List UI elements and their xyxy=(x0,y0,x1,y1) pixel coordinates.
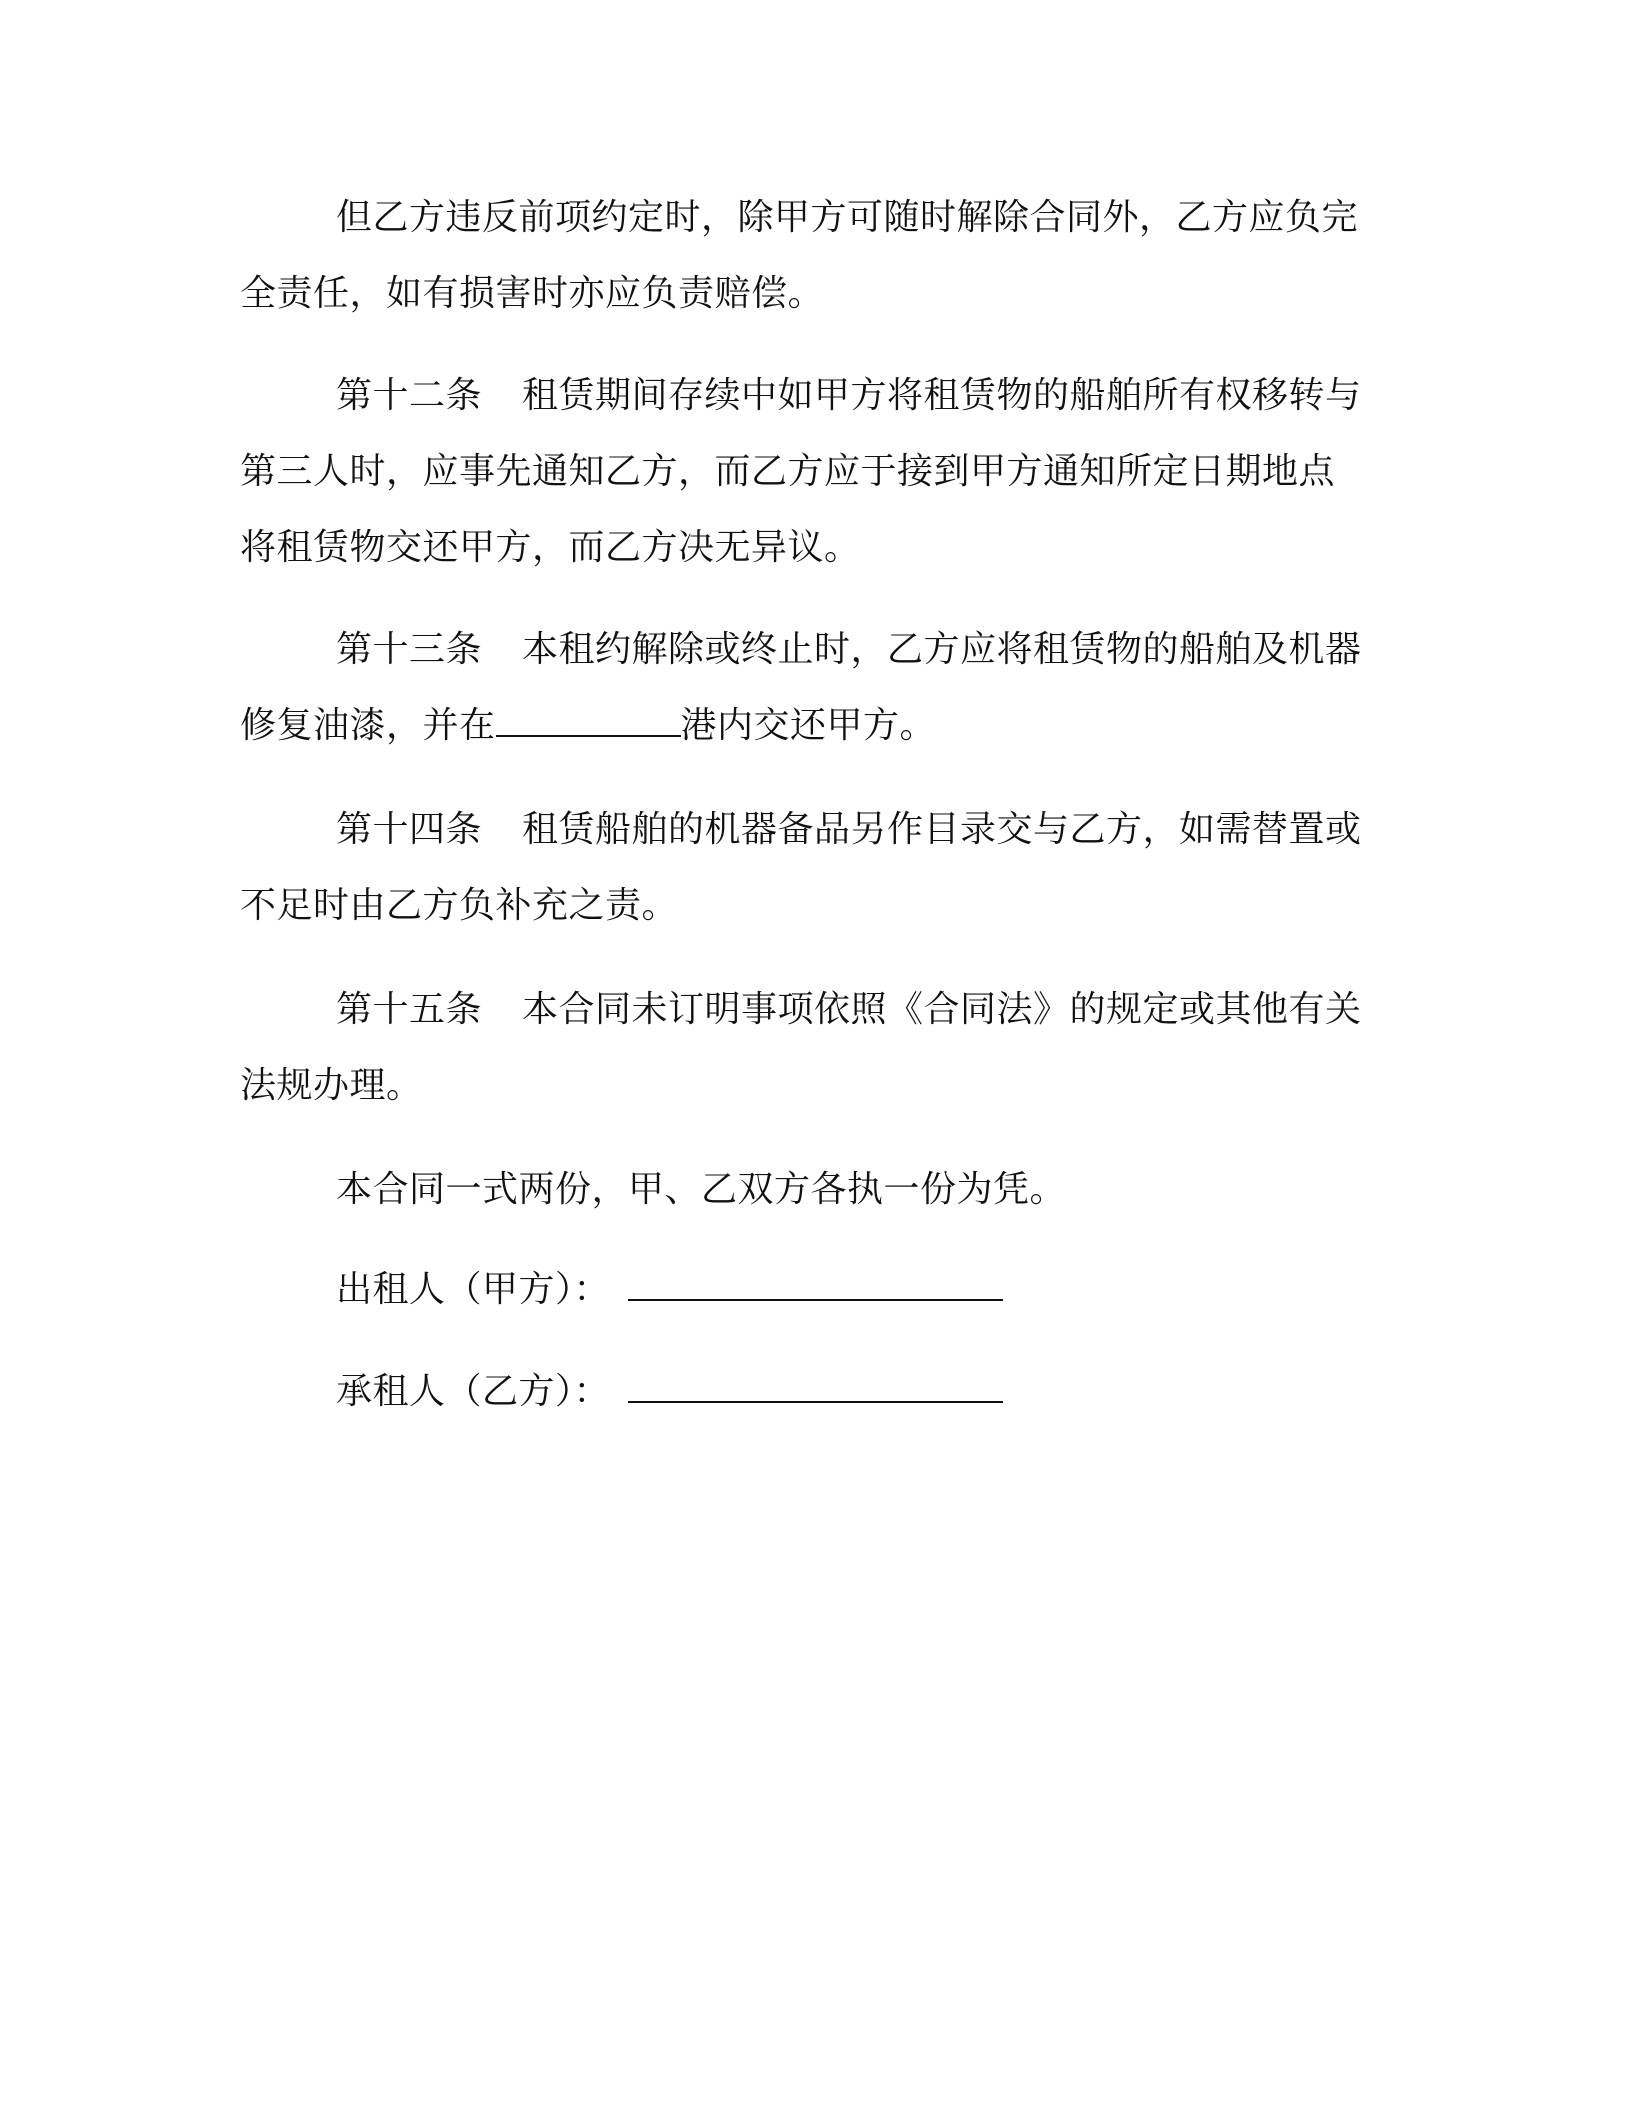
article-12-text: 第三人时，应事先通知乙方，而乙方应于接到甲方通知所定日期地点 xyxy=(240,451,1336,492)
article-12-number: 第十二条 xyxy=(336,375,483,416)
lessee-label: 承租人（乙方）： xyxy=(336,1371,611,1412)
article-13-number: 第十三条 xyxy=(336,629,483,670)
lessor-label: 出租人（甲方）： xyxy=(336,1269,611,1310)
paragraph-text: 但乙方违反前项约定时，除甲方可随时解除合同外，乙方应负完 xyxy=(336,197,1359,238)
article-13-text: 修复油漆，并在 xyxy=(240,705,496,746)
article-13-line-1 xyxy=(336,628,1496,672)
lessee-signature-field[interactable] xyxy=(628,1371,1003,1403)
article-13-line-2 xyxy=(240,704,1400,748)
article-12-line-2 xyxy=(240,450,1400,494)
port-blank-field[interactable] xyxy=(496,705,681,737)
article-14-text: 不足时由乙方负补充之责。 xyxy=(240,885,679,926)
article-12-line-3 xyxy=(240,526,1400,570)
article-13-text: 港内交还甲方。 xyxy=(680,705,937,746)
paragraph-continuation-line-1 xyxy=(336,196,1496,240)
article-12-line-1 xyxy=(336,374,1496,418)
paragraph-continuation-line-2 xyxy=(240,272,1400,316)
article-14-line-2 xyxy=(240,884,1400,928)
article-15-text: 法规办理。 xyxy=(240,1065,423,1106)
article-15-number: 第十五条 xyxy=(336,989,483,1030)
article-14-number: 第十四条 xyxy=(336,809,483,850)
lessor-signature-line xyxy=(336,1268,1496,1312)
copies-statement xyxy=(336,1168,1496,1212)
paragraph-text: 全责任，如有损害时亦应负责赔偿。 xyxy=(240,273,825,314)
article-15-line-1 xyxy=(336,988,1496,1032)
article-12-text: 将租赁物交还甲方，而乙方决无异议。 xyxy=(240,527,861,568)
lessee-signature-line xyxy=(336,1370,1496,1414)
article-14-line-1 xyxy=(336,808,1496,852)
article-15-text: 本合同未订明事项依照《合同法》的规定或其他有关 xyxy=(522,989,1362,1030)
copies-text: 本合同一式两份，甲、乙双方各执一份为凭。 xyxy=(336,1169,1067,1210)
article-13-text: 本租约解除或终止时，乙方应将租赁物的船舶及机器 xyxy=(522,629,1362,670)
article-15-line-2 xyxy=(240,1064,1400,1108)
lessor-signature-field[interactable] xyxy=(628,1269,1003,1301)
article-12-text: 租赁期间存续中如甲方将租赁物的船舶所有权移转与 xyxy=(522,375,1362,416)
article-14-text: 租赁船舶的机器备品另作目录交与乙方，如需替置或 xyxy=(522,809,1362,850)
